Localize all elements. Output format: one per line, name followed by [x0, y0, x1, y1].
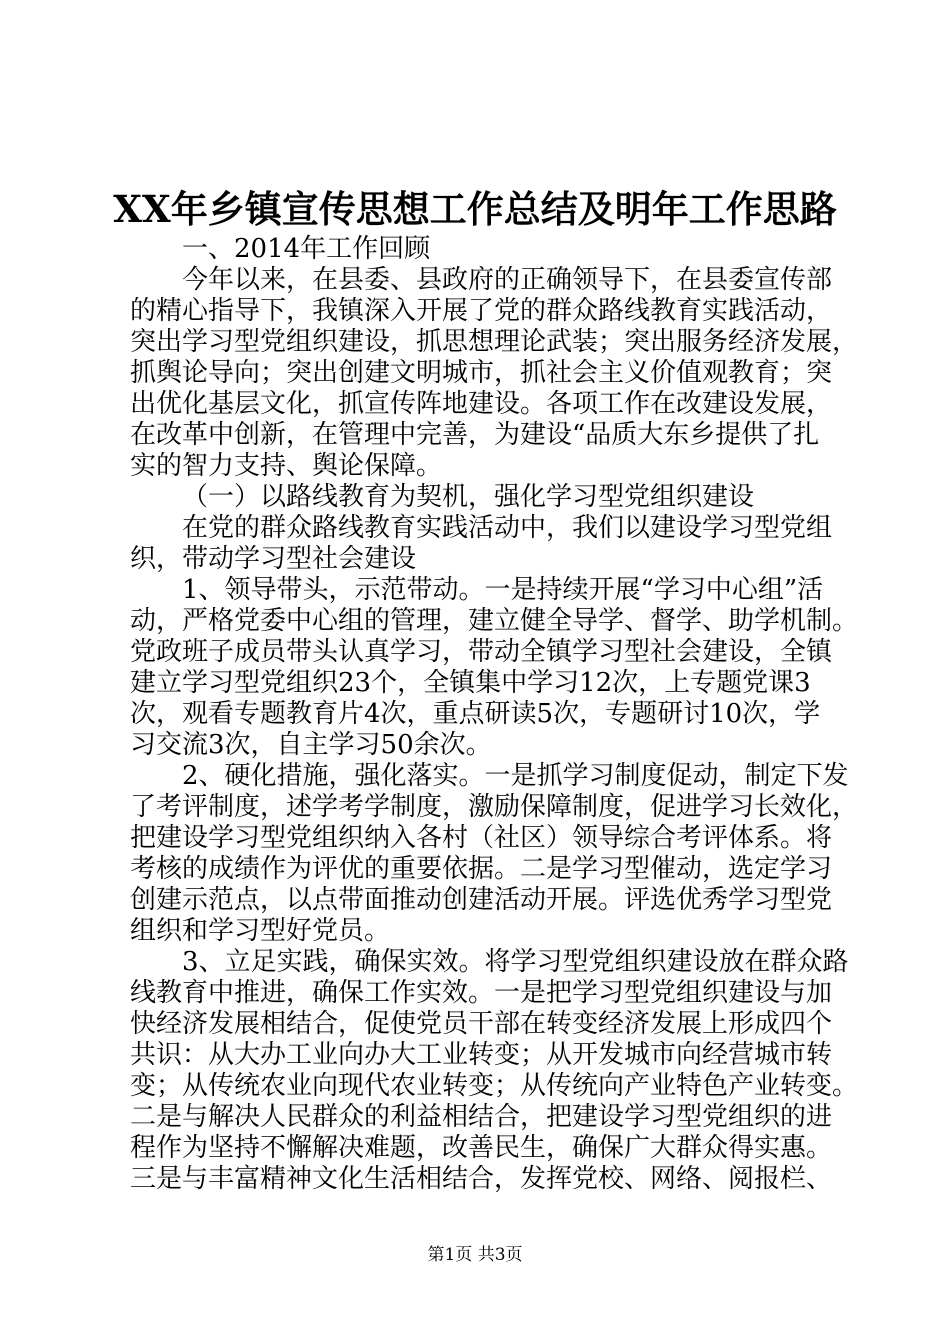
paragraph-line: 实的智力支持、舆论保障。	[130, 451, 443, 481]
paragraph-line: 党政班子成员带头认真学习，带动全镇学习型社会建设，全镇	[130, 637, 833, 667]
paragraph-line: 习交流3次，自主学习50余次。	[130, 730, 492, 760]
paragraph-line: 线教育中推进，确保工作实效。一是把学习型党组织建设与加	[130, 978, 833, 1008]
paragraph-line: 建立学习型党组织23个，全镇集中学习12次，上专题党课3	[130, 668, 811, 698]
document-body	[130, 234, 859, 1195]
paragraph-line: 把建设学习型党组织纳入各村（社区）领导综合考评体系。将	[130, 823, 833, 853]
paragraph-line: 出优化基层文化，抓宣传阵地建设。各项工作在改建设发展，	[130, 389, 833, 419]
paragraph-line: 变；从传统农业向现代农业转变；从传统向产业特色产业转变。	[130, 1071, 859, 1101]
paragraph-line: 共识：从大办工业向办大工业转变；从开发城市向经营城市转	[130, 1040, 833, 1070]
paragraph-line: 抓舆论导向；突出创建文明城市，抓社会主义价值观教育；突	[130, 358, 833, 388]
document-title: XX年乡镇宣传思想工作总结及明年工作思路	[113, 187, 837, 231]
page-number-footer: 第1页 共3页	[427, 1245, 523, 1265]
paragraph-line: 程作为坚持不懈解决难题，改善民生，确保广大群众得实惠。	[130, 1133, 833, 1163]
paragraph-line: 快经济发展相结合，促使党员干部在转变经济发展上形成四个	[130, 1009, 833, 1039]
paragraph-line: 动，严格党委中心组的管理，建立健全导学、督学、助学机制。	[130, 606, 859, 636]
paragraph-line: 了考评制度，述学考学制度，激励保障制度，促进学习长效化，	[130, 792, 859, 822]
paragraph-line: 的精心指导下，我镇深入开展了党的群众路线教育实践活动，	[130, 296, 833, 326]
paragraph-line: 2、硬化措施，强化落实。一是抓学习制度促动，制定下发	[182, 761, 849, 791]
subsection-heading: （一）以路线教育为契机，强化学习型党组织建设	[182, 482, 755, 512]
paragraph-line: 1、领导带头，示范带动。一是持续开展“学习中心组”活	[182, 575, 824, 605]
paragraph-line: 在党的群众路线教育实践活动中，我们以建设学习型党组	[182, 513, 833, 543]
paragraph-line: 在改革中创新，在管理中完善，为建设“品质大东乡提供了扎	[130, 420, 820, 450]
paragraph-line: 次，观看专题教育片4次，重点研读5次，专题研讨10次，学	[130, 699, 821, 729]
paragraph-line: 3、立足实践，确保实效。将学习型党组织建设放在群众路	[182, 947, 849, 977]
paragraph-line: 三是与丰富精神文化生活相结合，发挥党校、网络、阅报栏、	[130, 1164, 833, 1194]
section-heading: 一、2014年工作回顾	[182, 234, 431, 264]
paragraph-line: 今年以来，在县委、县政府的正确领导下，在县委宣传部	[182, 265, 833, 295]
paragraph-line: 考核的成绩作为评优的重要依据。二是学习型催动，选定学习	[130, 854, 833, 884]
paragraph-line: 织，带动学习型社会建设	[130, 544, 417, 574]
paragraph-line: 二是与解决人民群众的利益相结合，把建设学习型党组织的进	[130, 1102, 833, 1132]
paragraph-line: 创建示范点，以点带面推动创建活动开展。评选优秀学习型党	[130, 885, 833, 915]
paragraph-line: 组织和学习型好党员。	[130, 916, 391, 946]
paragraph-line: 突出学习型党组织建设，抓思想理论武装；突出服务经济发展，	[130, 327, 859, 357]
